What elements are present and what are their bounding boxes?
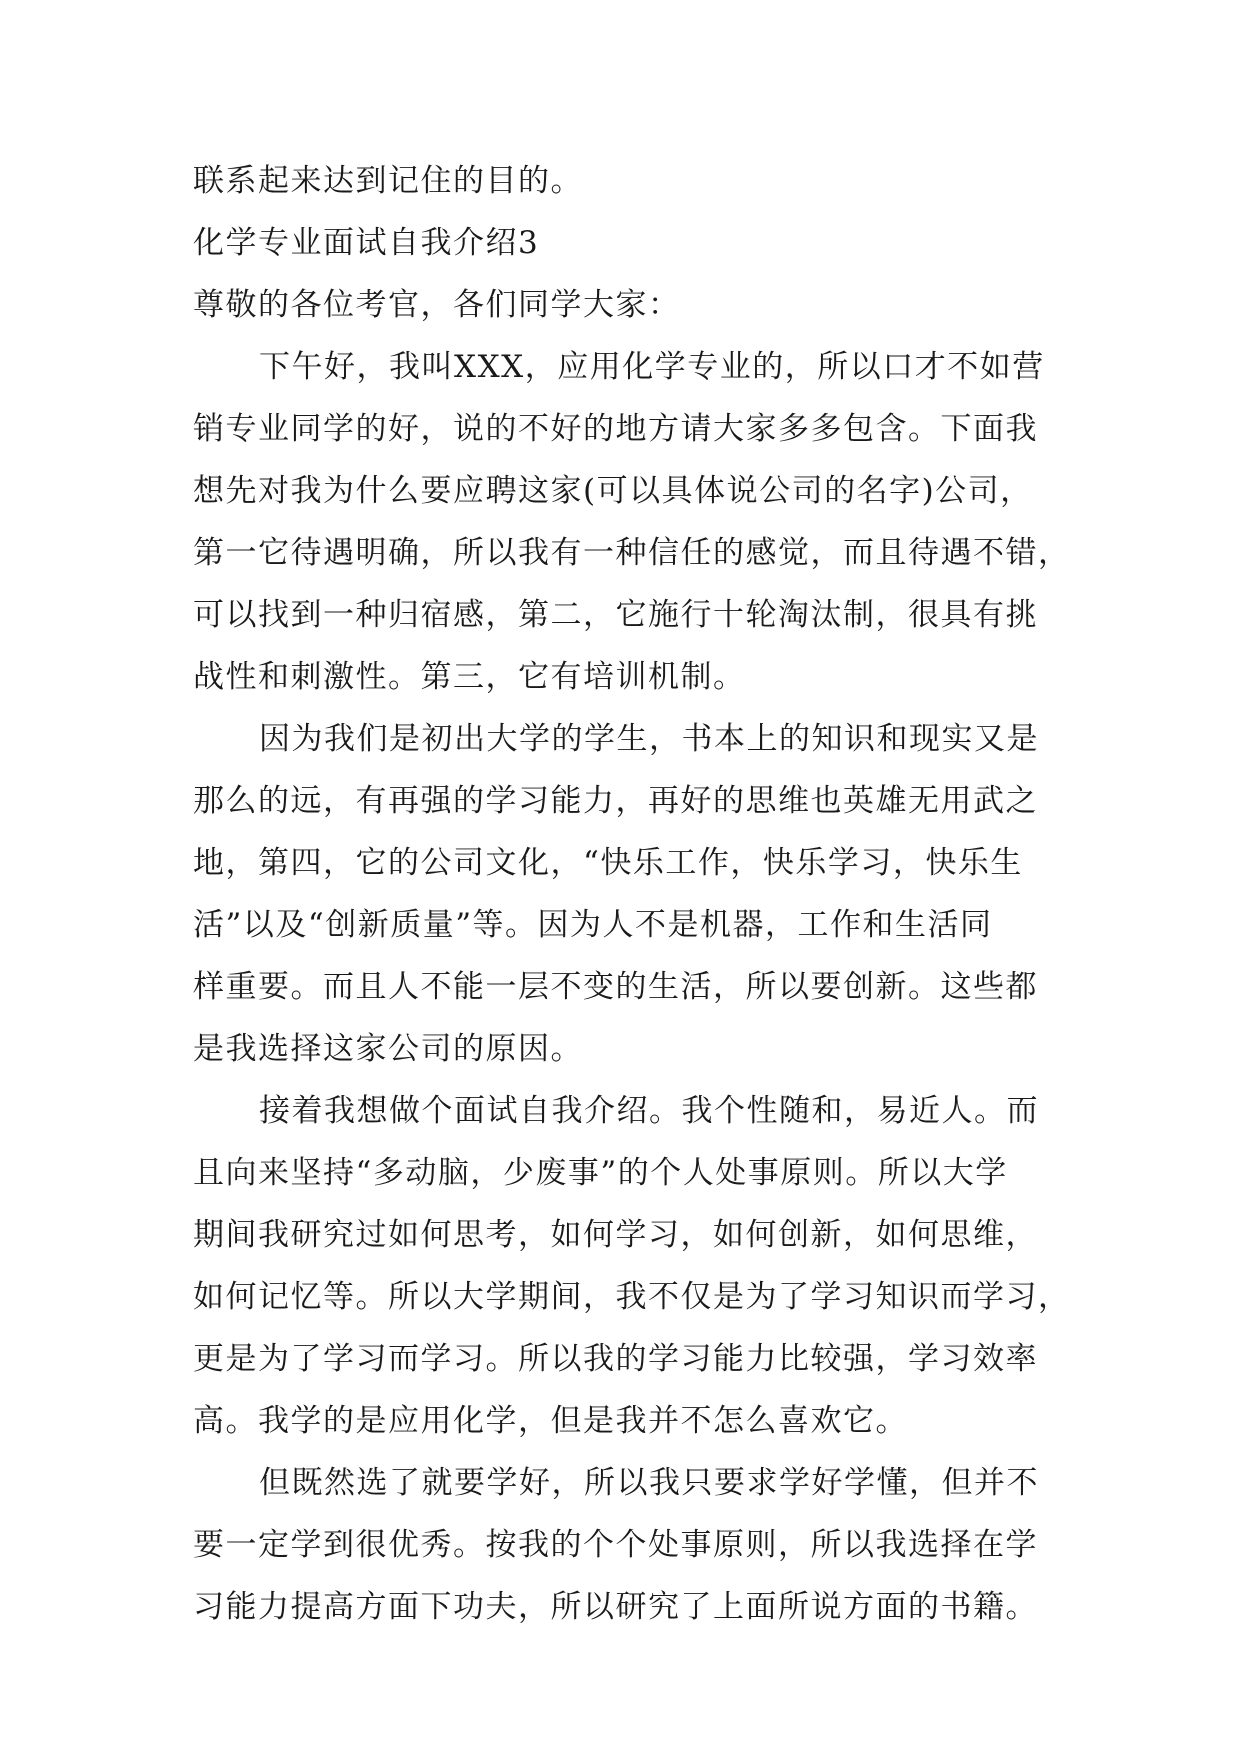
paragraph-first-line: 接着我想做个面试自我介绍。我个性随和，易近人。而 <box>259 1093 1039 1129</box>
paragraph-first-line: 但既然选了就要学好，所以我只要求学好学懂，但并不 <box>259 1465 1039 1501</box>
text-line: 那么的远，有再强的学习能力，再好的思维也英雄无用武之 <box>193 783 1038 819</box>
paragraph-first-line: 因为我们是初出大学的学生，书本上的知识和现实又是 <box>259 721 1039 757</box>
text-line: 要一定学到很优秀。按我的个个处事原则，所以我选择在学 <box>193 1527 1038 1563</box>
text-line: 想先对我为什么要应聘这家(可以具体说公司的名字)公司， <box>193 473 1033 509</box>
text-line: 如何记忆等。所以大学期间，我不仅是为了学习知识而学习， <box>193 1279 1071 1315</box>
text-line: 期间我研究过如何思考，如何学习，如何创新，如何思维， <box>193 1217 1038 1253</box>
text-line: 且向来坚持“多动脑，少废事”的个人处事原则。所以大学 <box>193 1155 1008 1191</box>
text-line: 联系起来达到记住的目的。 <box>193 163 583 199</box>
text-line: 可以找到一种归宿感，第二，它施行十轮淘汰制，很具有挑 <box>193 597 1038 633</box>
text-line: 是我选择这家公司的原因。 <box>193 1031 583 1067</box>
text-line: 习能力提高方面下功夫，所以研究了上面所说方面的书籍。 <box>193 1589 1038 1625</box>
salutation: 尊敬的各位考官，各们同学大家： <box>193 287 681 323</box>
document-page <box>193 150 1071 1638</box>
text-line: 高。我学的是应用化学，但是我并不怎么喜欢它。 <box>193 1403 908 1439</box>
text-line: 更是为了学习而学习。所以我的学习能力比较强，学习效率 <box>193 1341 1038 1377</box>
section-heading: 化学专业面试自我介绍3 <box>193 225 540 261</box>
text-line: 活”以及“创新质量”等。因为人不是机器，工作和生活同 <box>193 907 993 943</box>
text-line: 第一它待遇明确，所以我有一种信任的感觉，而且待遇不错， <box>193 535 1071 571</box>
text-line: 样重要。而且人不能一层不变的生活，所以要创新。这些都 <box>193 969 1038 1005</box>
paragraph-first-line: 下午好，我叫XXX，应用化学专业的，所以口才不如营 <box>259 349 1045 385</box>
text-line: 销专业同学的好，说的不好的地方请大家多多包含。下面我 <box>193 411 1038 447</box>
text-line: 战性和刺激性。第三，它有培训机制。 <box>193 659 746 695</box>
text-line: 地，第四，它的公司文化，“快乐工作，快乐学习，快乐生 <box>193 845 1023 881</box>
